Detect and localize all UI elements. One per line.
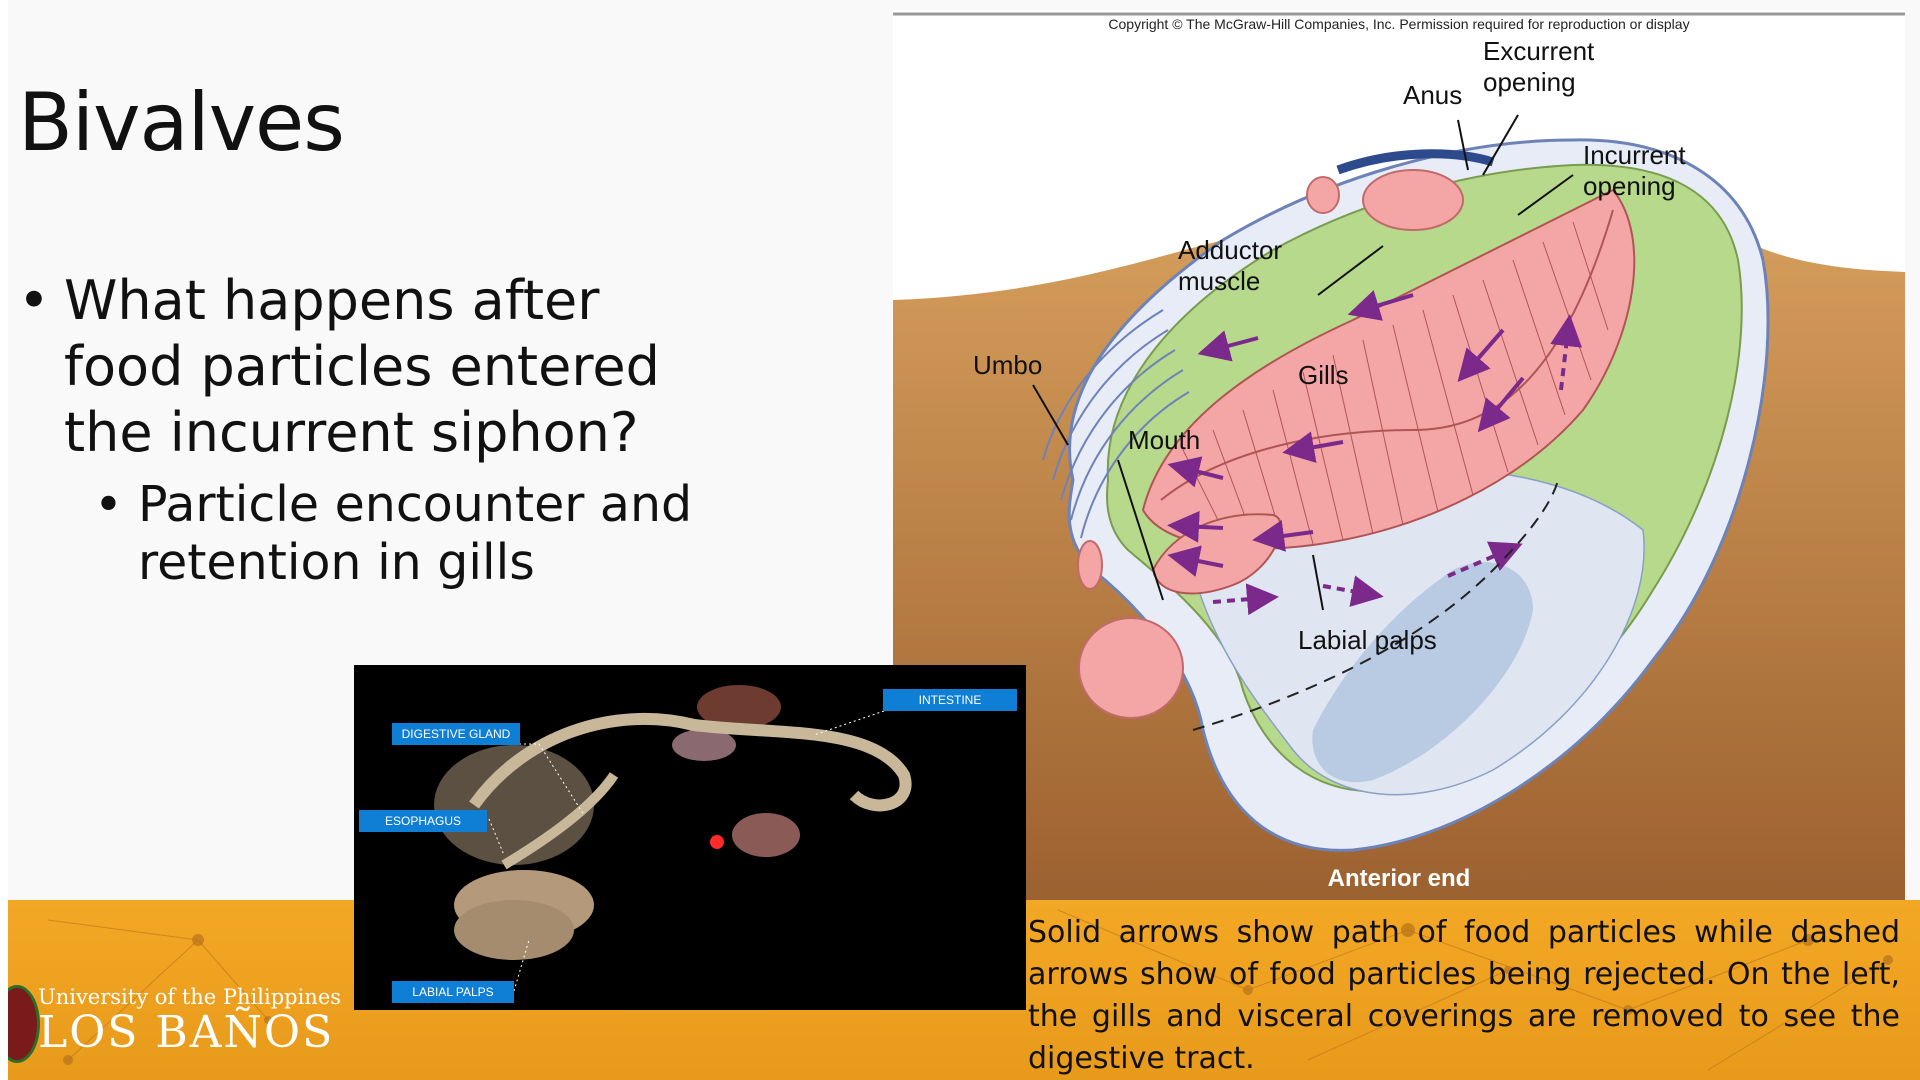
label-adductor: Adductor muscle xyxy=(1178,235,1283,296)
label-anus: Anus xyxy=(1403,80,1463,110)
bullet-sub-text: Particle encounter and retention in gills xyxy=(138,476,693,591)
small-muscle xyxy=(1307,177,1339,213)
university-logo xyxy=(38,985,341,1058)
caption-text: Solid arrows show path of food particles while dashed arrows show of food particles being rejected. On the left, the gills and visceral coverings are removed to see the digestive tract. xyxy=(1028,915,1900,1076)
label-excurrent: Excurrent opening xyxy=(1483,36,1595,97)
bivalve-diagram xyxy=(893,10,1905,900)
tag-digestive-gland: DIGESTIVE GLAND xyxy=(392,723,520,745)
anterior-adductor xyxy=(1079,618,1183,718)
label-labial-palps: Labial palps xyxy=(1298,625,1437,655)
palps-shape-2 xyxy=(454,900,574,960)
small-muscle-2 xyxy=(1078,541,1102,589)
university-name-top: University of the Philippines xyxy=(38,985,342,1009)
bullet-dot: • xyxy=(18,269,50,332)
posterior-adductor xyxy=(1363,170,1463,230)
label-anterior-end: Anterior end xyxy=(1327,865,1471,892)
label-umbo: Umbo xyxy=(973,350,1043,380)
tag-esophagus: ESOPHAGUS xyxy=(359,810,487,832)
bivalve-illustration xyxy=(893,10,1905,900)
tag-labial-palps: LABIAL PALPS xyxy=(392,981,514,1003)
label-incurrent: Incurrent opening xyxy=(1583,140,1686,201)
slide xyxy=(8,0,1920,1080)
copyright-notice: Copyright © The McGraw-Hill Companies, Inc. Permission required for reproduction or display xyxy=(1108,16,1690,32)
digestive-tract-render xyxy=(354,665,1026,1010)
digestive-tract-video[interactable] xyxy=(354,665,1026,1010)
gonad-shape xyxy=(732,813,800,857)
university-name-bottom: LOS BAÑOS xyxy=(38,1007,335,1058)
bullet-main-text: What happens after food particles entered the incurrent siphon? xyxy=(64,269,660,464)
label-mouth: Mouth xyxy=(1128,425,1201,455)
bullet-sub-dot: • xyxy=(94,476,123,533)
slide-title: Bivalves xyxy=(18,76,344,169)
tag-intestine: INTESTINE xyxy=(883,689,1017,711)
pointer-dot xyxy=(710,835,724,849)
label-gills: Gills xyxy=(1298,360,1349,390)
